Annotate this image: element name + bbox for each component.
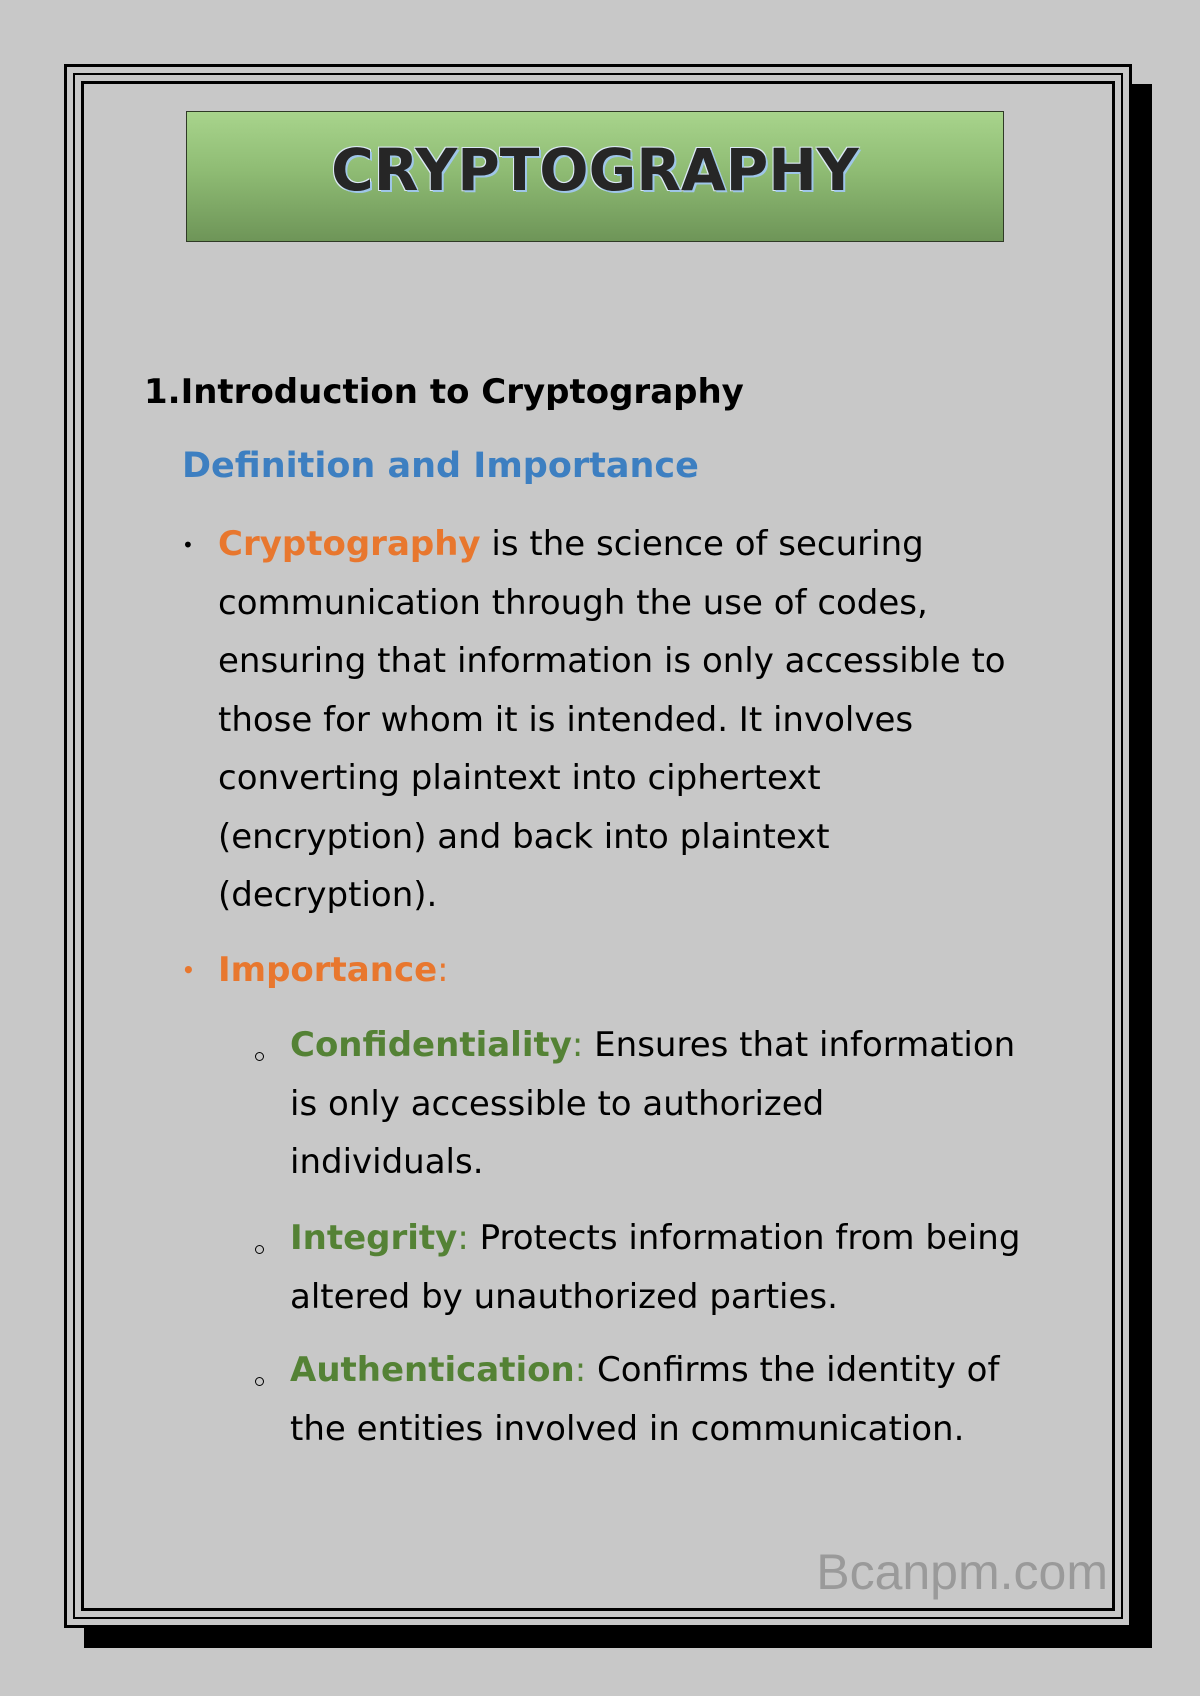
circle-bullet bbox=[255, 1377, 264, 1386]
circle-bullet bbox=[255, 1245, 264, 1254]
definition-term: Cryptography bbox=[218, 524, 481, 564]
definition-line: communication through the use of codes, bbox=[218, 582, 928, 623]
definition-line: those for whom it is intended. It involves bbox=[218, 699, 914, 740]
circle-bullet bbox=[255, 1052, 264, 1061]
definition-line: (decryption). bbox=[218, 875, 438, 915]
importance-colon: : bbox=[437, 950, 449, 990]
item-colon: : bbox=[571, 1025, 584, 1065]
item-line: altered by unauthorized parties. bbox=[290, 1276, 838, 1317]
item-text: Ensures that information bbox=[583, 1025, 1016, 1065]
watermark: Bcanpm.com bbox=[816, 1544, 1108, 1600]
title-banner bbox=[186, 111, 1004, 242]
importance-item-integrity bbox=[290, 1209, 1070, 1326]
definition-line bbox=[218, 515, 1058, 574]
item-term: Authentication bbox=[290, 1350, 575, 1390]
item-term: Confidentiality bbox=[290, 1025, 572, 1065]
item-colon: : bbox=[574, 1350, 587, 1390]
bullet-dot: • bbox=[182, 958, 195, 982]
page-title: CRYPTOGRAPHY bbox=[331, 135, 859, 204]
importance-heading bbox=[218, 941, 1058, 1000]
bullet-dot: • bbox=[182, 533, 194, 557]
section-subheading: Definition and Importance bbox=[182, 446, 699, 486]
item-line bbox=[290, 1209, 1070, 1268]
importance-label: Importance bbox=[218, 950, 438, 990]
definition-line: ensuring that information is only accessible to bbox=[218, 641, 1006, 681]
item-colon: : bbox=[457, 1218, 469, 1258]
item-term: Integrity bbox=[290, 1218, 458, 1258]
item-line bbox=[290, 1341, 1070, 1400]
item-line: is only accessible to authorized bbox=[290, 1083, 825, 1124]
definition-text: is the science of securing bbox=[480, 524, 924, 564]
importance-item-authentication bbox=[290, 1341, 1070, 1458]
item-line: individuals. bbox=[290, 1142, 484, 1182]
item-line bbox=[290, 1016, 1070, 1075]
item-line: the entities involved in communication. bbox=[290, 1408, 965, 1449]
definition-paragraph bbox=[218, 515, 1058, 925]
section-heading: 1.Introduction to Cryptography bbox=[144, 372, 744, 412]
item-text: Confirms the identity of bbox=[586, 1350, 1000, 1390]
definition-line: (encryption) and back into plaintext bbox=[218, 816, 830, 857]
importance-item-confidentiality bbox=[290, 1016, 1070, 1192]
definition-line: converting plaintext into ciphertext bbox=[218, 758, 821, 798]
item-text: Protects information from being bbox=[468, 1218, 1021, 1258]
